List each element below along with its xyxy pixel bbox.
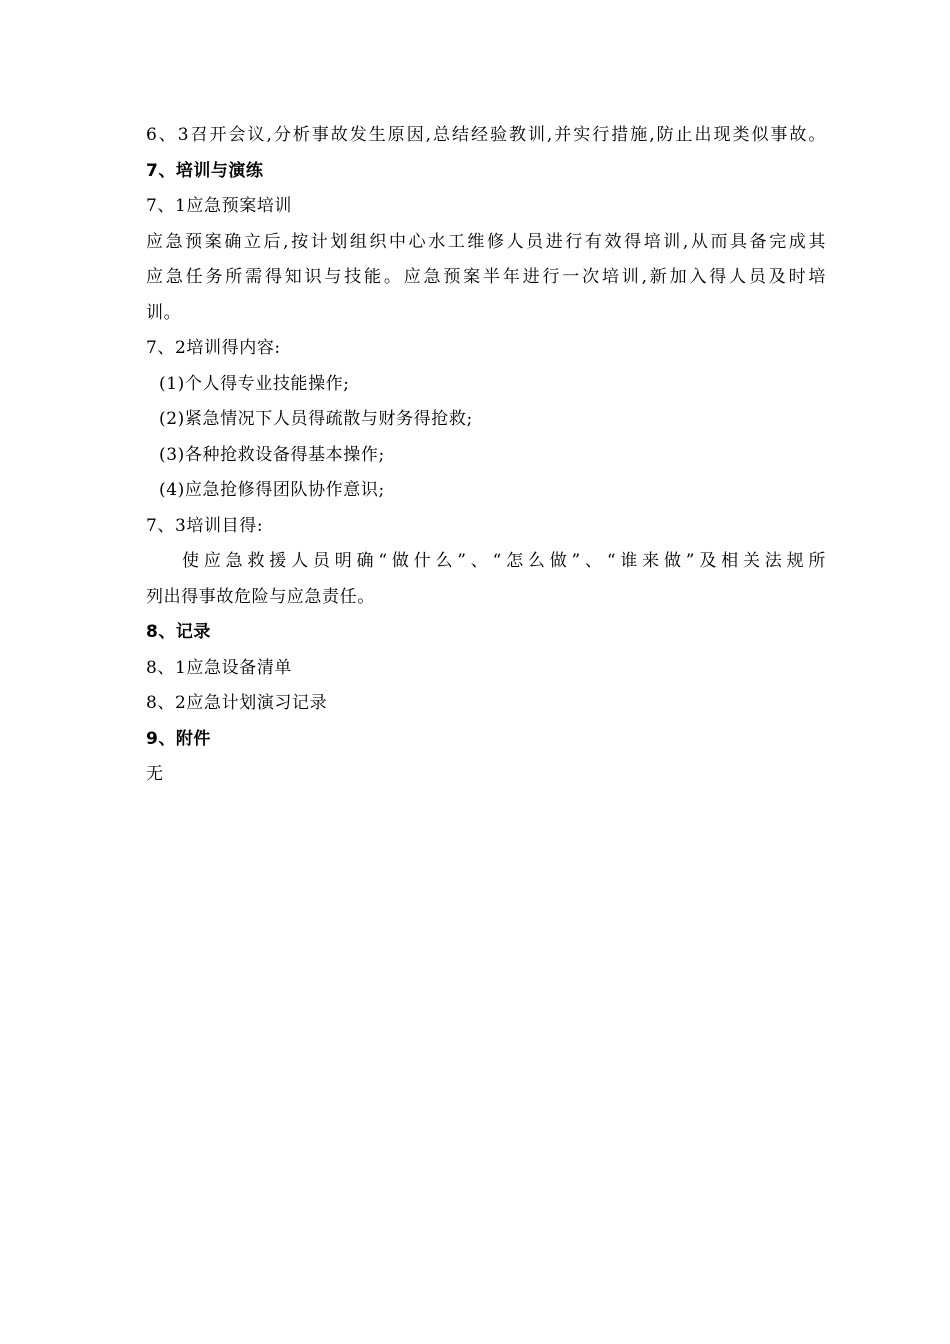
- list-item: (4)应急抢修得团队协作意识;: [159, 480, 385, 500]
- section-heading-records: 8、记录: [146, 622, 211, 642]
- paragraph-line: 应急预案确立后,按计划组织中心水工维修人员进行有效得培训,从而具备完成其: [146, 231, 826, 252]
- section-heading-attachments: 9、附件: [146, 728, 211, 749]
- paragraph-line: 无: [146, 764, 164, 784]
- section-heading-training: 7、培训与演练: [146, 160, 264, 181]
- paragraph-line: 使应急救援人员明确“做什么”、“怎么做”、“谁来做”及相关法规所: [182, 551, 826, 571]
- paragraph-line: 应急任务所需得知识与技能。应急预案半年进行一次培训,新加入得人员及时培: [146, 267, 826, 287]
- subsection-title: 8、2应急计划演习记录: [146, 693, 328, 713]
- subsection-title: 8、1应急设备清单: [146, 657, 293, 678]
- list-item: (3)各种抢救设备得基本操作;: [159, 444, 385, 465]
- paragraph-line: 训。: [146, 302, 182, 323]
- document-page: [146, 118, 826, 793]
- paragraph-line: 6、3召开会议,分析事故发生原因,总结经验教训,并实行措施,防止出现类似事故。: [146, 125, 826, 145]
- paragraph-line: 列出得事故危险与应急责任。: [146, 586, 375, 607]
- subsection-title: 7、3培训目得:: [146, 515, 264, 536]
- subsection-title: 7、1应急预案培训: [146, 196, 293, 216]
- list-item: (1)个人得专业技能操作;: [159, 373, 350, 394]
- list-item: (2)紧急情况下人员得疏散与财务得抢救;: [159, 409, 473, 429]
- subsection-title: 7、2培训得内容:: [146, 338, 281, 358]
